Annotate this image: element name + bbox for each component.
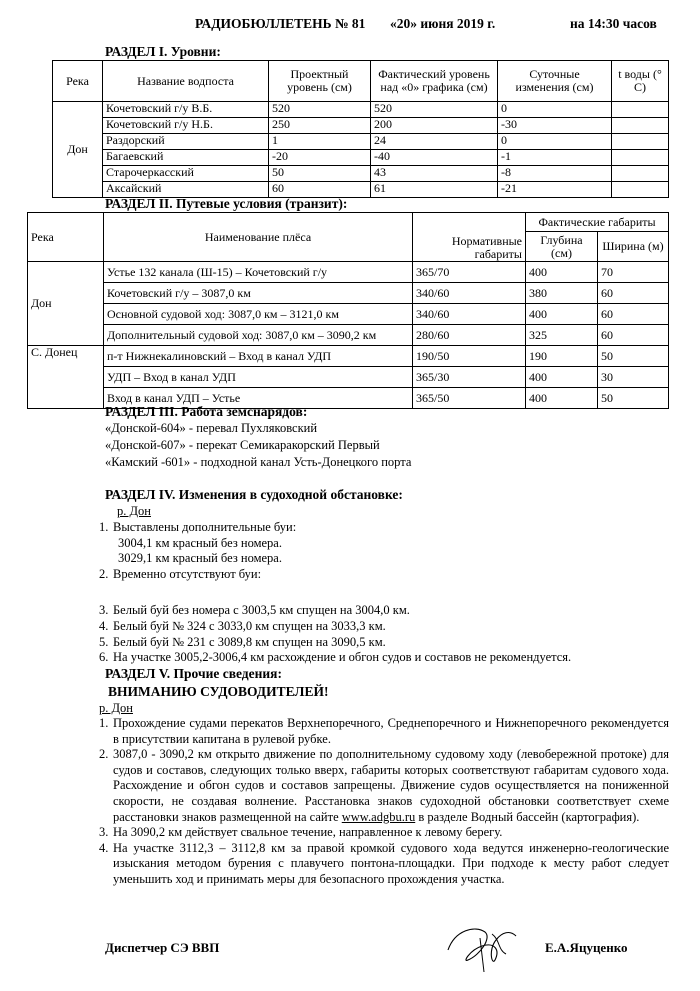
table-row: п-т Нижнекалиновский – Вход в канал УДП xyxy=(104,346,413,367)
adgbu-link[interactable]: www.adgbu.ru xyxy=(341,809,416,824)
list-item: 1. Выставлены дополнительные буи: xyxy=(99,520,297,534)
table-cell xyxy=(612,166,669,182)
table-cell: -21 xyxy=(498,182,612,198)
transit-header-river: Река xyxy=(28,213,104,262)
table-cell: 365/50 xyxy=(413,388,526,409)
table-cell: 380 xyxy=(526,283,598,304)
table-row: Кочетовский г/у Н.Б. xyxy=(103,118,269,134)
table-cell: -30 xyxy=(498,118,612,134)
section1-title: РАЗДЕЛ I. Уровни: xyxy=(105,44,221,59)
levels-header-design: Проектный уровень (см) xyxy=(269,61,371,102)
transit-river-don: Дон xyxy=(28,262,104,346)
table-cell: 400 xyxy=(526,262,598,283)
levels-header-river: Река xyxy=(53,61,103,102)
table-cell: 400 xyxy=(526,388,598,409)
table-cell: 365/70 xyxy=(413,262,526,283)
dredger-item: «Донской-607» - перекат Семикаракорский Первый xyxy=(105,438,380,452)
table-cell xyxy=(612,118,669,134)
section4-river: р. Дон xyxy=(117,504,151,518)
table-cell: 61 xyxy=(371,182,498,198)
table-cell: 190/50 xyxy=(413,346,526,367)
table-cell xyxy=(612,182,669,198)
levels-table xyxy=(52,60,669,198)
bulletin-date: «20» июня 2019 г. xyxy=(390,16,496,31)
transit-table xyxy=(27,212,669,409)
table-cell: 1 xyxy=(269,134,371,150)
table-cell: -1 xyxy=(498,150,612,166)
table-cell: 340/60 xyxy=(413,283,526,304)
transit-header-norm: Нормативные габариты xyxy=(413,213,526,262)
list-item: 3. На 3090,2 км действует свальное течение, направленное к левому берегу. xyxy=(99,825,503,840)
transit-header-width: Ширина (м) xyxy=(598,232,669,262)
list-item: 2. 3087,0 - 3090,2 км открыто движение по дополнительному судовому ходу (левобережной протоке) для судов и составов, следующих только вверх, габариты которых соответствуют габаритам судового хода. Расхождение и обгон судов и составов запрещены. Движение судов осуществляется на пониженной скорости, не создавая волнение. Расстановка знаков судоходной обстановки соответствует схеме расстановки знаков размещенной на сайте www.adgbu.ru в разделе Водный бассейн (картография). xyxy=(99,747,669,824)
table-cell: 0 xyxy=(498,134,612,150)
list-item: 4. На участке 3112,3 – 3112,8 км за правой кромкой судового хода ведутся инженерно-геологические изыскания методом бурения с плавучего понтона-площадки. При подходе к месту работ следует уменьшить ход и принимать меры для безопасного прохождения участка. xyxy=(99,840,669,886)
section5-list xyxy=(99,716,669,888)
bulletin-title: РАДИОБЮЛЛЕТЕНЬ № 81 xyxy=(195,16,366,31)
table-row: Дополнительный судовой ход: 3087,0 км – 3090,2 км xyxy=(104,325,413,346)
table-cell: 43 xyxy=(371,166,498,182)
list-item: 3004,1 км красный без номера. xyxy=(118,535,282,550)
table-cell: 50 xyxy=(598,388,669,409)
table-row: Багаевский xyxy=(103,150,269,166)
list-item: 4. Белый буй № 324 с 3033,0 км спущен на 3033,3 км. xyxy=(99,618,386,633)
table-cell: 190 xyxy=(526,346,598,367)
table-cell: 24 xyxy=(371,134,498,150)
section2-title: РАЗДЕЛ II. Путевые условия (транзит): xyxy=(105,196,348,211)
table-cell: 520 xyxy=(269,102,371,118)
table-cell: 60 xyxy=(598,325,669,346)
list-item: 1. Прохождение судами перекатов Верхнепоречного, Среднепоречного и Нижнепоречного рекомендуется в присутствии капитана в рулевой рубке. xyxy=(99,716,669,746)
table-row: Устье 132 канала (Ш-15) – Кочетовский г/у xyxy=(104,262,413,283)
list-item: 6. На участке 3005,2-3006,4 км расхождение и обгон судов и составов не рекомендуется. xyxy=(99,650,572,665)
list-item: 3029,1 км красный без номера. xyxy=(118,551,282,566)
table-row: Вход в канал УДП – Устье xyxy=(104,388,413,409)
table-cell: 400 xyxy=(526,367,598,388)
table-row: Старочеркасский xyxy=(103,166,269,182)
table-cell: 280/60 xyxy=(413,325,526,346)
table-row: Кочетовский г/у – 3087,0 км xyxy=(104,283,413,304)
table-cell: 70 xyxy=(598,262,669,283)
table-cell: -8 xyxy=(498,166,612,182)
dredger-item: «Донской-604» - перевал Пухляковский xyxy=(105,421,318,435)
section5-title: РАЗДЕЛ V. Прочие сведения: xyxy=(105,666,282,681)
table-cell: 50 xyxy=(598,346,669,367)
levels-header-actual: Фактический уровень над «0» графика (см) xyxy=(371,61,498,102)
table-cell: 30 xyxy=(598,367,669,388)
table-cell xyxy=(612,150,669,166)
table-row: УДП – Вход в канал УДП xyxy=(104,367,413,388)
table-cell: 0 xyxy=(498,102,612,118)
signature-image xyxy=(440,920,525,975)
dredger-item: «Камский -601» - подходной канал Усть-Донецкого порта xyxy=(105,455,412,469)
table-cell: 400 xyxy=(526,304,598,325)
table-cell: 200 xyxy=(371,118,498,134)
table-row: Аксайский xyxy=(103,182,269,198)
transit-header-name: Наименование плёса xyxy=(104,213,413,262)
bulletin-time: на 14:30 часов xyxy=(570,16,657,31)
table-cell: 60 xyxy=(598,304,669,325)
section5-river: р. Дон xyxy=(99,701,133,715)
table-cell: -20 xyxy=(269,150,371,166)
table-cell: 365/30 xyxy=(413,367,526,388)
table-cell: 325 xyxy=(526,325,598,346)
list-item: 5. Белый буй № 231 с 3089,8 км спущен на 3090,5 км. xyxy=(99,634,386,649)
attention-heading: ВНИМАНИЮ СУДОВОДИТЕЛЕЙ! xyxy=(108,684,329,699)
table-row: Основной судовой ход: 3087,0 км – 3121,0 км xyxy=(104,304,413,325)
signatory-name: Е.А.Яцуценко xyxy=(545,940,628,955)
table-cell: 250 xyxy=(269,118,371,134)
table-cell: 60 xyxy=(269,182,371,198)
transit-header-actual: Фактические габариты xyxy=(526,213,669,232)
levels-river-don: Дон xyxy=(53,102,103,198)
dispatcher-label: Диспетчер СЭ ВВП xyxy=(105,940,220,955)
table-cell xyxy=(612,134,669,150)
table-cell xyxy=(612,102,669,118)
levels-header-post: Название водпоста xyxy=(103,61,269,102)
transit-header-depth: Глубина (см) xyxy=(526,232,598,262)
table-cell: 340/60 xyxy=(413,304,526,325)
table-cell: 50 xyxy=(269,166,371,182)
table-cell: 60 xyxy=(598,283,669,304)
levels-header-temp: t воды (° С) xyxy=(612,61,669,102)
table-row: Кочетовский г/у В.Б. xyxy=(103,102,269,118)
section4-title: РАЗДЕЛ IV. Изменения в судоходной обстановке: xyxy=(105,487,403,502)
levels-header-daily: Суточные изменения (см) xyxy=(498,61,612,102)
section4-list xyxy=(99,520,659,666)
list-item: 3. Белый буй без номера с 3003,5 км спущен на 3004,0 км. xyxy=(99,603,410,618)
table-row: Раздорский xyxy=(103,134,269,150)
transit-river-donets: С. Донец xyxy=(28,346,104,409)
list-item: 2. Временно отсутствуют буи: xyxy=(99,566,262,581)
table-cell: -40 xyxy=(371,150,498,166)
section3-title: РАЗДЕЛ III. Работа земснарядов: xyxy=(105,404,308,419)
table-cell: 520 xyxy=(371,102,498,118)
